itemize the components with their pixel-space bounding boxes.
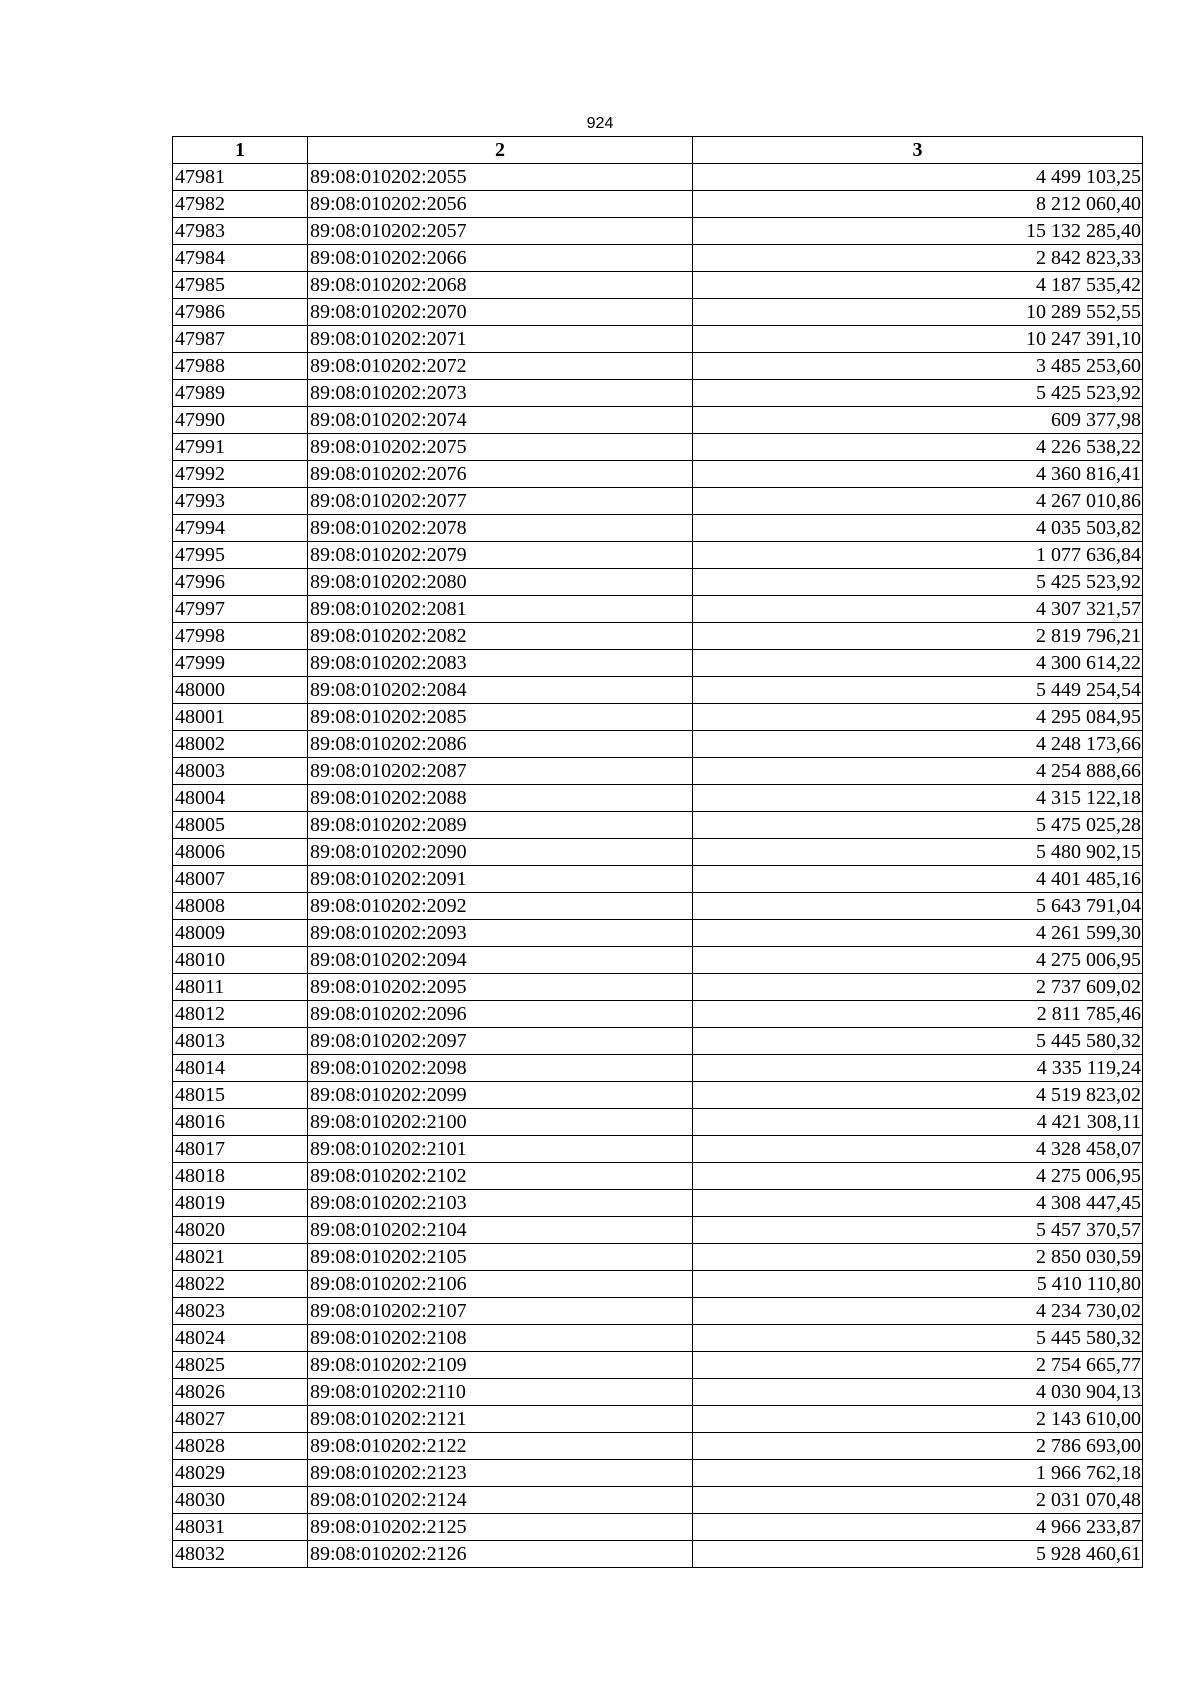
table-row (173, 1298, 1143, 1325)
value-cell: 4 360 816,41 (693, 461, 1143, 488)
value-cell: 15 132 285,40 (693, 218, 1143, 245)
value-cell: 4 315 122,18 (693, 785, 1143, 812)
cadastral-number-cell: 89:08:010202:2089 (308, 812, 693, 839)
value-cell: 5 928 460,61 (693, 1541, 1143, 1568)
value-cell: 4 035 503,82 (693, 515, 1143, 542)
row-number-cell: 47994 (173, 515, 308, 542)
value-cell: 4 030 904,13 (693, 1379, 1143, 1406)
cadastral-number-cell: 89:08:010202:2073 (308, 380, 693, 407)
table-row (173, 218, 1143, 245)
table-row (173, 1217, 1143, 1244)
table-row (173, 326, 1143, 353)
table-row (173, 1379, 1143, 1406)
value-cell: 5 410 110,80 (693, 1271, 1143, 1298)
cadastral-number-cell: 89:08:010202:2107 (308, 1298, 693, 1325)
row-number-cell: 48016 (173, 1109, 308, 1136)
cadastral-number-cell: 89:08:010202:2094 (308, 947, 693, 974)
value-cell: 4 966 233,87 (693, 1514, 1143, 1541)
cadastral-number-cell: 89:08:010202:2123 (308, 1460, 693, 1487)
table-row (173, 461, 1143, 488)
row-number-cell: 47985 (173, 272, 308, 299)
cadastral-number-cell: 89:08:010202:2125 (308, 1514, 693, 1541)
row-number-cell: 48004 (173, 785, 308, 812)
table-row (173, 623, 1143, 650)
value-cell: 5 449 254,54 (693, 677, 1143, 704)
registry-table (172, 136, 1143, 1568)
row-number-cell: 48020 (173, 1217, 308, 1244)
table-row (173, 191, 1143, 218)
row-number-cell: 48032 (173, 1541, 308, 1568)
table-row (173, 1109, 1143, 1136)
table-row (173, 353, 1143, 380)
row-number-cell: 48000 (173, 677, 308, 704)
value-cell: 10 247 391,10 (693, 326, 1143, 353)
table-row (173, 1163, 1143, 1190)
value-cell: 2 031 070,48 (693, 1487, 1143, 1514)
table-row (173, 1190, 1143, 1217)
cadastral-number-cell: 89:08:010202:2055 (308, 164, 693, 191)
row-number-cell: 47984 (173, 245, 308, 272)
cadastral-number-cell: 89:08:010202:2121 (308, 1406, 693, 1433)
value-cell: 2 842 823,33 (693, 245, 1143, 272)
row-number-cell: 48030 (173, 1487, 308, 1514)
value-cell: 5 480 902,15 (693, 839, 1143, 866)
value-cell: 1 966 762,18 (693, 1460, 1143, 1487)
header-row (173, 137, 1143, 164)
cadastral-number-cell: 89:08:010202:2083 (308, 650, 693, 677)
table-row (173, 677, 1143, 704)
table-row (173, 812, 1143, 839)
table-row (173, 542, 1143, 569)
row-number-cell: 47983 (173, 218, 308, 245)
value-cell: 2 819 796,21 (693, 623, 1143, 650)
cadastral-number-cell: 89:08:010202:2124 (308, 1487, 693, 1514)
value-cell: 2 811 785,46 (693, 1001, 1143, 1028)
cadastral-number-cell: 89:08:010202:2078 (308, 515, 693, 542)
value-cell: 5 425 523,92 (693, 569, 1143, 596)
value-cell: 4 248 173,66 (693, 731, 1143, 758)
cadastral-number-cell: 89:08:010202:2081 (308, 596, 693, 623)
value-cell: 2 786 693,00 (693, 1433, 1143, 1460)
column-header-1: 1 (173, 137, 308, 164)
row-number-cell: 48017 (173, 1136, 308, 1163)
cadastral-number-cell: 89:08:010202:2092 (308, 893, 693, 920)
row-number-cell: 48008 (173, 893, 308, 920)
table-row (173, 1001, 1143, 1028)
value-cell: 4 226 538,22 (693, 434, 1143, 461)
row-number-cell: 48014 (173, 1055, 308, 1082)
row-number-cell: 47987 (173, 326, 308, 353)
row-number-cell: 48011 (173, 974, 308, 1001)
cadastral-number-cell: 89:08:010202:2077 (308, 488, 693, 515)
row-number-cell: 48010 (173, 947, 308, 974)
table-row (173, 650, 1143, 677)
cadastral-number-cell: 89:08:010202:2071 (308, 326, 693, 353)
cadastral-number-cell: 89:08:010202:2102 (308, 1163, 693, 1190)
table-row (173, 434, 1143, 461)
cadastral-number-cell: 89:08:010202:2066 (308, 245, 693, 272)
row-number-cell: 47989 (173, 380, 308, 407)
cadastral-number-cell: 89:08:010202:2106 (308, 1271, 693, 1298)
table-row (173, 866, 1143, 893)
cadastral-number-cell: 89:08:010202:2076 (308, 461, 693, 488)
value-cell: 4 335 119,24 (693, 1055, 1143, 1082)
table-row (173, 1244, 1143, 1271)
table-row (173, 1271, 1143, 1298)
value-cell: 4 499 103,25 (693, 164, 1143, 191)
row-number-cell: 48027 (173, 1406, 308, 1433)
value-cell: 4 275 006,95 (693, 1163, 1143, 1190)
value-cell: 4 307 321,57 (693, 596, 1143, 623)
cadastral-number-cell: 89:08:010202:2108 (308, 1325, 693, 1352)
column-header-2: 2 (308, 137, 693, 164)
cadastral-number-cell: 89:08:010202:2086 (308, 731, 693, 758)
value-cell: 1 077 636,84 (693, 542, 1143, 569)
row-number-cell: 48024 (173, 1325, 308, 1352)
row-number-cell: 48018 (173, 1163, 308, 1190)
row-number-cell: 48019 (173, 1190, 308, 1217)
cadastral-number-cell: 89:08:010202:2074 (308, 407, 693, 434)
cadastral-number-cell: 89:08:010202:2084 (308, 677, 693, 704)
table-row (173, 1433, 1143, 1460)
row-number-cell: 47991 (173, 434, 308, 461)
value-cell: 4 234 730,02 (693, 1298, 1143, 1325)
cadastral-number-cell: 89:08:010202:2085 (308, 704, 693, 731)
table-row (173, 1541, 1143, 1568)
table-row (173, 947, 1143, 974)
row-number-cell: 48002 (173, 731, 308, 758)
value-cell: 4 519 823,02 (693, 1082, 1143, 1109)
row-number-cell: 48009 (173, 920, 308, 947)
value-cell: 4 308 447,45 (693, 1190, 1143, 1217)
table-row (173, 515, 1143, 542)
table-row (173, 569, 1143, 596)
table-row (173, 299, 1143, 326)
cadastral-number-cell: 89:08:010202:2122 (308, 1433, 693, 1460)
cadastral-number-cell: 89:08:010202:2087 (308, 758, 693, 785)
value-cell: 5 445 580,32 (693, 1028, 1143, 1055)
value-cell: 5 425 523,92 (693, 380, 1143, 407)
row-number-cell: 47993 (173, 488, 308, 515)
cadastral-number-cell: 89:08:010202:2079 (308, 542, 693, 569)
value-cell: 4 295 084,95 (693, 704, 1143, 731)
row-number-cell: 48006 (173, 839, 308, 866)
row-number-cell: 47988 (173, 353, 308, 380)
cadastral-number-cell: 89:08:010202:2100 (308, 1109, 693, 1136)
row-number-cell: 48021 (173, 1244, 308, 1271)
cadastral-number-cell: 89:08:010202:2075 (308, 434, 693, 461)
table-row (173, 1460, 1143, 1487)
table-row (173, 731, 1143, 758)
row-number-cell: 47998 (173, 623, 308, 650)
cadastral-number-cell: 89:08:010202:2090 (308, 839, 693, 866)
table-row (173, 1406, 1143, 1433)
table-row (173, 1487, 1143, 1514)
table-row (173, 839, 1143, 866)
table-row (173, 1325, 1143, 1352)
value-cell: 4 328 458,07 (693, 1136, 1143, 1163)
cadastral-number-cell: 89:08:010202:2088 (308, 785, 693, 812)
cadastral-number-cell: 89:08:010202:2097 (308, 1028, 693, 1055)
cadastral-number-cell: 89:08:010202:2093 (308, 920, 693, 947)
cadastral-number-cell: 89:08:010202:2110 (308, 1379, 693, 1406)
table-row (173, 1514, 1143, 1541)
row-number-cell: 47995 (173, 542, 308, 569)
row-number-cell: 48005 (173, 812, 308, 839)
cadastral-number-cell: 89:08:010202:2091 (308, 866, 693, 893)
row-number-cell: 47997 (173, 596, 308, 623)
table-row (173, 1082, 1143, 1109)
value-cell: 4 300 614,22 (693, 650, 1143, 677)
value-cell: 4 421 308,11 (693, 1109, 1143, 1136)
cadastral-number-cell: 89:08:010202:2096 (308, 1001, 693, 1028)
row-number-cell: 47981 (173, 164, 308, 191)
table-header (173, 137, 1143, 164)
table-row (173, 1028, 1143, 1055)
row-number-cell: 48029 (173, 1460, 308, 1487)
table-row (173, 1055, 1143, 1082)
row-number-cell: 48028 (173, 1433, 308, 1460)
row-number-cell: 48012 (173, 1001, 308, 1028)
cadastral-number-cell: 89:08:010202:2105 (308, 1244, 693, 1271)
table-row (173, 785, 1143, 812)
value-cell: 4 261 599,30 (693, 920, 1143, 947)
row-number-cell: 47982 (173, 191, 308, 218)
value-cell: 609 377,98 (693, 407, 1143, 434)
value-cell: 4 254 888,66 (693, 758, 1143, 785)
table-row (173, 1136, 1143, 1163)
value-cell: 5 475 025,28 (693, 812, 1143, 839)
row-number-cell: 47986 (173, 299, 308, 326)
cadastral-number-cell: 89:08:010202:2109 (308, 1352, 693, 1379)
table-row (173, 1352, 1143, 1379)
table-row (173, 758, 1143, 785)
value-cell: 2 754 665,77 (693, 1352, 1143, 1379)
cadastral-number-cell: 89:08:010202:2098 (308, 1055, 693, 1082)
value-cell: 4 267 010,86 (693, 488, 1143, 515)
row-number-cell: 47999 (173, 650, 308, 677)
cadastral-number-cell: 89:08:010202:2082 (308, 623, 693, 650)
value-cell: 5 643 791,04 (693, 893, 1143, 920)
row-number-cell: 48003 (173, 758, 308, 785)
row-number-cell: 47992 (173, 461, 308, 488)
row-number-cell: 48031 (173, 1514, 308, 1541)
value-cell: 2 737 609,02 (693, 974, 1143, 1001)
value-cell: 10 289 552,55 (693, 299, 1143, 326)
table-row (173, 596, 1143, 623)
row-number-cell: 47990 (173, 407, 308, 434)
cadastral-number-cell: 89:08:010202:2070 (308, 299, 693, 326)
page-number: 924 (586, 115, 614, 132)
cadastral-number-cell: 89:08:010202:2072 (308, 353, 693, 380)
cadastral-number-cell: 89:08:010202:2103 (308, 1190, 693, 1217)
value-cell: 4 187 535,42 (693, 272, 1143, 299)
value-cell: 2 143 610,00 (693, 1406, 1143, 1433)
row-number-cell: 48025 (173, 1352, 308, 1379)
cadastral-number-cell: 89:08:010202:2095 (308, 974, 693, 1001)
row-number-cell: 48026 (173, 1379, 308, 1406)
value-cell: 5 457 370,57 (693, 1217, 1143, 1244)
table-row (173, 920, 1143, 947)
row-number-cell: 48023 (173, 1298, 308, 1325)
table-row (173, 893, 1143, 920)
column-header-3: 3 (693, 137, 1143, 164)
value-cell: 3 485 253,60 (693, 353, 1143, 380)
row-number-cell: 48015 (173, 1082, 308, 1109)
table-body (173, 164, 1143, 1568)
cadastral-number-cell: 89:08:010202:2126 (308, 1541, 693, 1568)
value-cell: 4 401 485,16 (693, 866, 1143, 893)
row-number-cell: 48007 (173, 866, 308, 893)
cadastral-number-cell: 89:08:010202:2099 (308, 1082, 693, 1109)
value-cell: 4 275 006,95 (693, 947, 1143, 974)
row-number-cell: 48001 (173, 704, 308, 731)
table-row (173, 164, 1143, 191)
table-row (173, 272, 1143, 299)
table-row (173, 407, 1143, 434)
table-row (173, 380, 1143, 407)
table-row (173, 974, 1143, 1001)
table-row (173, 245, 1143, 272)
cadastral-number-cell: 89:08:010202:2068 (308, 272, 693, 299)
table-row (173, 488, 1143, 515)
cadastral-number-cell: 89:08:010202:2104 (308, 1217, 693, 1244)
value-cell: 5 445 580,32 (693, 1325, 1143, 1352)
cadastral-number-cell: 89:08:010202:2056 (308, 191, 693, 218)
value-cell: 2 850 030,59 (693, 1244, 1143, 1271)
value-cell: 8 212 060,40 (693, 191, 1143, 218)
cadastral-number-cell: 89:08:010202:2101 (308, 1136, 693, 1163)
row-number-cell: 47996 (173, 569, 308, 596)
row-number-cell: 48013 (173, 1028, 308, 1055)
row-number-cell: 48022 (173, 1271, 308, 1298)
cadastral-number-cell: 89:08:010202:2057 (308, 218, 693, 245)
cadastral-number-cell: 89:08:010202:2080 (308, 569, 693, 596)
table-row (173, 704, 1143, 731)
